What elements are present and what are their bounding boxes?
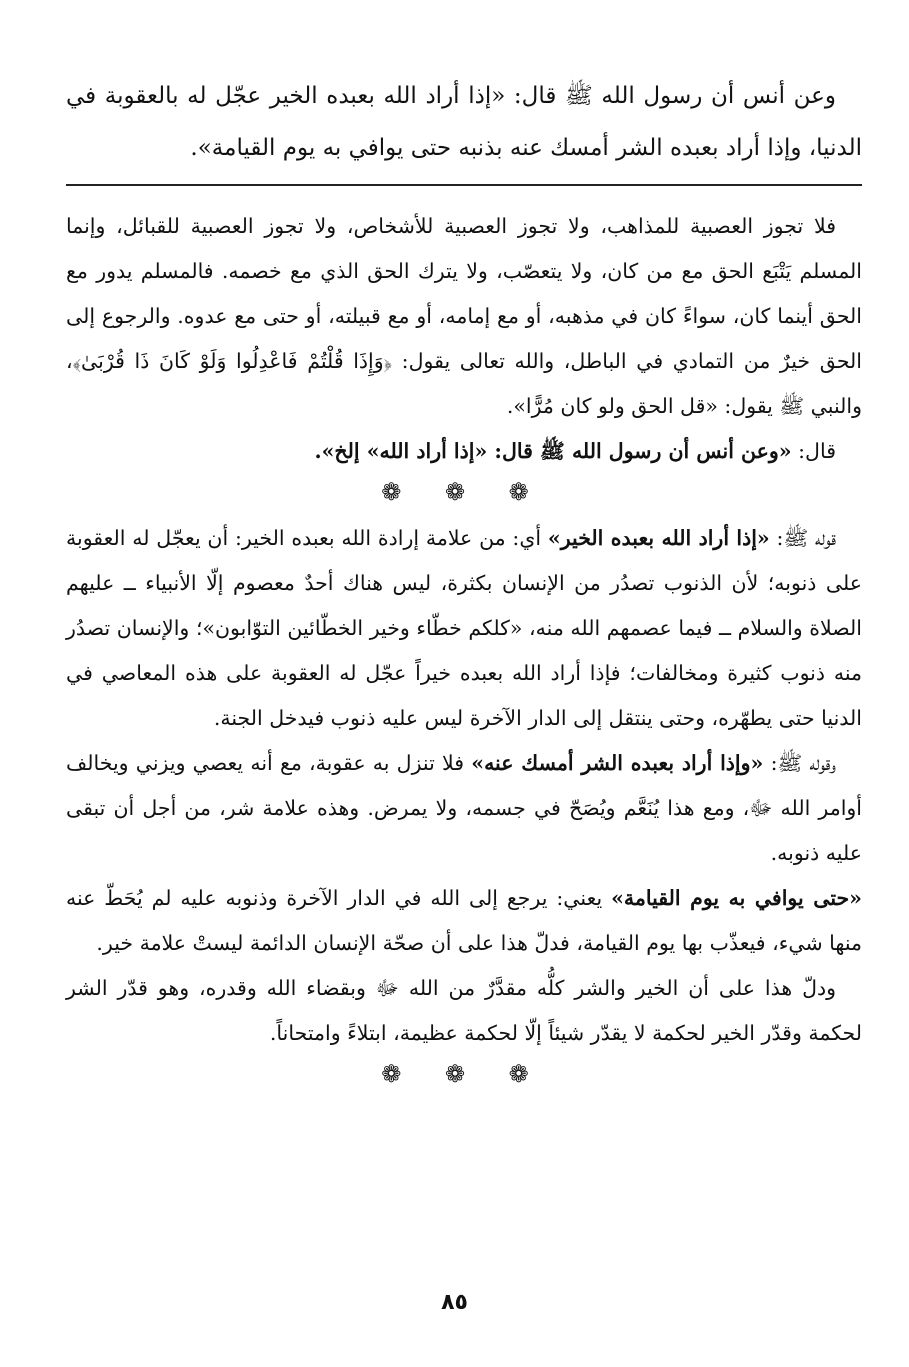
p2-bold: «إذا أراد الله بعبده الخير» bbox=[547, 526, 770, 550]
page-content bbox=[66, 70, 862, 1098]
commentary-paragraph-5: ودلّ هذا على أن الخير والشر كلُّه مقدَّرٌ من الله ﷻ وبقضاء الله وقدره، وهو قدّر الشر لحكمة وقدّر الخير لحكمة لا يقدّر شيئاً إلّا لحكمة عظيمة، ابتلاءً وامتحاناً. bbox=[66, 976, 862, 1045]
ornament-divider-2: ❁ ❁ ❁ bbox=[381, 1060, 547, 1088]
quoted-matn-line bbox=[66, 429, 862, 474]
page-number: ٨٥ bbox=[441, 1290, 468, 1315]
p3-rest: فلا تنزل به عقوبة، مع أنه يعصي ويزني ويخالف أوامر الله ﷻ، ومع هذا يُنَعَّم ويُصَحّ في جسمه، ولا يمرض. وهذه علامة شر، من أجل أن تبقى عليه ذنوبه. bbox=[66, 751, 862, 865]
commentary-block bbox=[66, 204, 862, 1092]
p3-bold: «وإذا أراد بعبده الشر أمسك عنه» bbox=[471, 751, 764, 775]
ornament-divider-1: ❁ ❁ ❁ bbox=[381, 478, 547, 506]
commentary-paragraph-3 bbox=[66, 741, 862, 876]
hadith-block bbox=[66, 70, 862, 174]
commentary-paragraph-2 bbox=[66, 516, 862, 741]
p2-lead: قوله ﷺ: bbox=[776, 526, 836, 550]
p3-lead: وقوله ﷺ: bbox=[770, 751, 836, 775]
quote-bold: «وعن أنس أن رسول الله ﷺ قال: «إذا أراد الله» إلخ». bbox=[314, 439, 792, 463]
commentary-paragraph-4 bbox=[66, 876, 862, 966]
p2-rest: أي: من علامة إرادة الله بعبده الخير: أن يعجّل له العقوبة على ذنوبه؛ لأن الذنوب تصدُر من الإنسان بكثرة، ليس هناك أحدٌ معصوم إلّا الأنبياء ــ عليهم الصلاة والسلام ــ فيما عصمهم الله منه، «كلكم خطّاء وخير الخطّائين التوّابون»؛ والإنسان تصدُر منه ذنوب كثيرة ومخالفات؛ فإذا أراد الله بعبده خيراً عجّل له العقوبة على هذه المعاصي في الدنيا حتى يطهّره، وحتى ينتقل إلى الدار الآخرة ليس عليه ذنوب فيدخل الجنة. bbox=[66, 526, 862, 730]
hadith-text: وعن أنس أن رسول الله ﷺ قال: «إذا أراد الله بعبده الخير عجّل له بالعقوبة في الدنيا، وإذا أراد بعبده الشر أمسك عنه بذنبه حتى يوافي به يوم القيامة». bbox=[66, 83, 862, 161]
section-divider bbox=[66, 184, 862, 186]
p4-rest: يعني: يرجع إلى الله في الدار الآخرة وذنوبه عليه لم يُحَطّ عنه منها شيء، فيعذّب بها يوم القيامة، فدلّ هذا على أن صحّة الإنسان الدائمة ليستْ علامة خير. bbox=[66, 886, 862, 955]
quote-intro: قال: bbox=[798, 439, 836, 463]
commentary-paragraph-1: فلا تجوز العصبية للمذاهب، ولا تجوز العصبية للأشخاص، ولا تجوز العصبية للقبائل، وإنما المسلم يَتْبَع الحق مع من كان، ولا يتعصّب، ولا يترك الحق الذي مع خصمه. فالمسلم يدور مع الحق أينما كان، سواءً كان في مذهبه، أو مع إمامه، أو مع قبيلته، أو حتى مع عدوه. والرجوع إلى الحق خيرٌ من التمادي في الباطل، والله تعالى يقول: ﴿وَإِذَا قُلْتُمْ فَاعْدِلُوا وَلَوْ كَانَ ذَا قُرْبَىٰ﴾، والنبي ﷺ يقول: «قل الحق ولو كان مُرًّا». bbox=[66, 214, 862, 418]
p4-bold: «حتى يوافي به يوم القيامة» bbox=[611, 886, 862, 910]
